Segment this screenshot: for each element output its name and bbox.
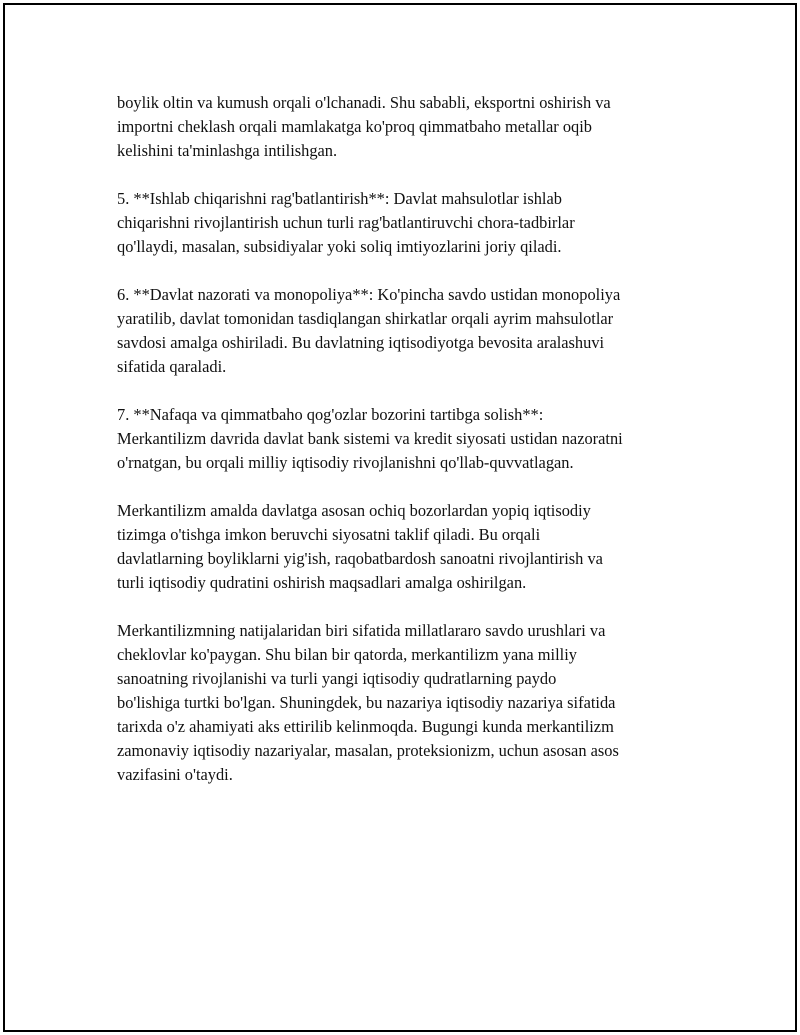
text-line: cheklovlar ko'paygan. Shu bilan bir qatorda, merkantilizm yana milliy: [117, 645, 577, 664]
paragraph-item-6: [117, 283, 697, 379]
text-line: tizimga o'tishga imkon beruvchi siyosatni taklif qiladi. Bu orqali: [117, 525, 541, 544]
text-line: chiqarishni rivojlantirish uchun turli rag'batlantiruvchi chora-tadbirlar: [117, 213, 575, 232]
text-line: o'rnatgan, bu orqali milliy iqtisodiy rivojlanishni qo'llab-quvvatlagan.: [117, 453, 574, 472]
paragraph-intro-continuation: [117, 91, 697, 163]
document-body: [117, 91, 697, 811]
text-line: Merkantilizmning natijalaridan biri sifatida millatlararo savdo urushlari va: [117, 621, 606, 640]
text-line: turli iqtisodiy qudratini oshirish maqsadlari amalga oshirilgan.: [117, 573, 527, 592]
text-line: 5. **Ishlab chiqarishni rag'batlantirish**: Davlat mahsulotlar ishlab: [117, 189, 562, 208]
text-line: 7. **Nafaqa va qimmatbaho qog'ozlar bozorini tartibga solish**:: [117, 405, 544, 424]
text-line: qo'llaydi, masalan, subsidiyalar yoki soliq imtiyozlarini joriy qiladi.: [117, 237, 562, 256]
text-line: vazifasini o'taydi.: [117, 765, 233, 784]
text-line: zamonaviy iqtisodiy nazariyalar, masalan, proteksionizm, uchun asosan asos: [117, 741, 619, 760]
text-line: yaratilib, davlat tomonidan tasdiqlangan shirkatlar orqali ayrim mahsulotlar: [117, 309, 614, 328]
text-line: tarixda o'z ahamiyati aks ettirilib kelinmoqda. Bugungi kunda merkantilizm: [117, 717, 614, 736]
paragraph-summary: [117, 499, 697, 595]
text-line: sifatida qaraladi.: [117, 357, 227, 376]
text-line: sanoatning rivojlanishi va turli yangi iqtisodiy qudratlarning paydo: [117, 669, 557, 688]
text-line: davlatlarning boyliklarni yig'ish, raqobatbardosh sanoatni rivojlantirish va: [117, 549, 603, 568]
text-line: importni cheklash orqali mamlakatga ko'proq qimmatbaho metallar oqib: [117, 117, 592, 136]
text-line: 6. **Davlat nazorati va monopoliya**: Ko'pincha savdo ustidan monopoliya: [117, 285, 621, 304]
text-line: savdosi amalga oshiriladi. Bu davlatning iqtisodiyotga bevosita aralashuvi: [117, 333, 605, 352]
text-line: Merkantilizm amalda davlatga asosan ochiq bozorlardan yopiq iqtisodiy: [117, 501, 591, 520]
text-line: kelishini ta'minlashga intilishgan.: [117, 141, 338, 160]
paragraph-item-5: [117, 187, 697, 259]
paragraph-conclusion: [117, 619, 697, 787]
paragraph-item-7: [117, 403, 697, 475]
text-line: boylik oltin va kumush orqali o'lchanadi. Shu sababli, eksportni oshirish va: [117, 93, 611, 112]
text-line: bo'lishiga turtki bo'lgan. Shuningdek, bu nazariya iqtisodiy nazariya sifatida: [117, 693, 616, 712]
text-line: Merkantilizm davrida davlat bank sistemi va kredit siyosati ustidan nazoratni: [117, 429, 623, 448]
